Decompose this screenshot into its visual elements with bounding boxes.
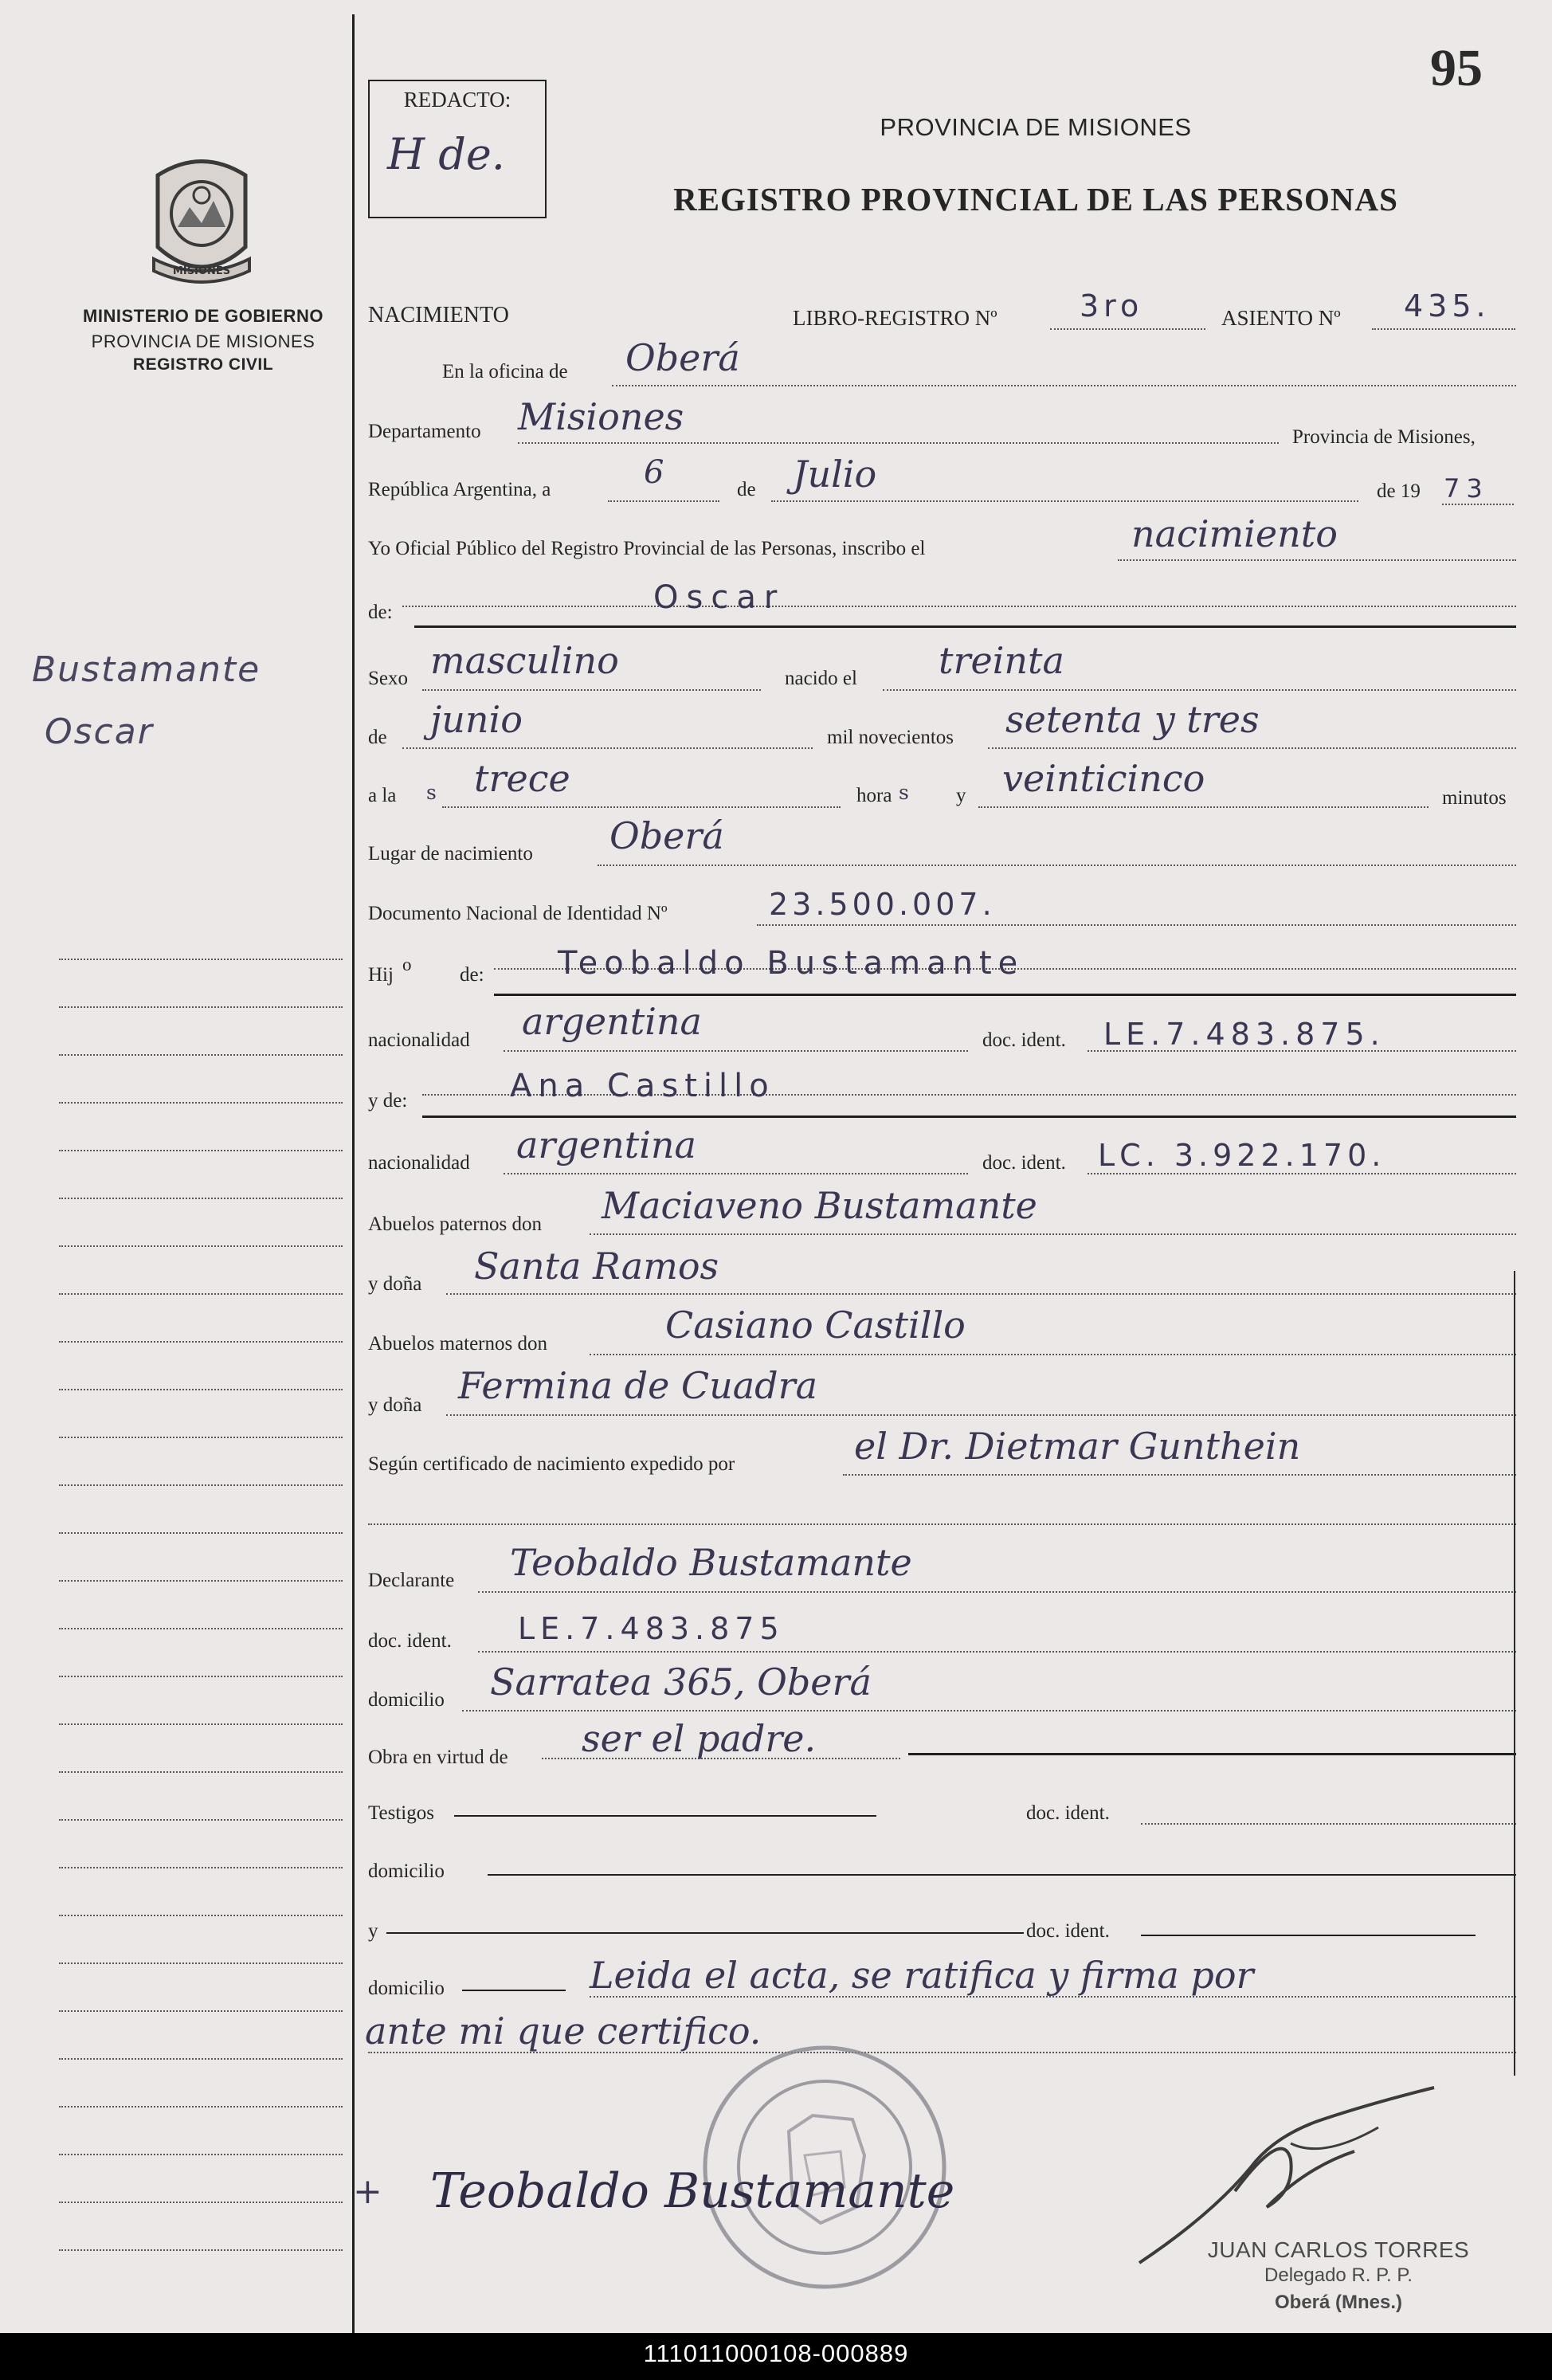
birth-month-label: de <box>368 727 387 748</box>
domicilio-2-label: domicilio <box>368 1860 445 1882</box>
margin-line <box>59 2202 343 2203</box>
nacionalidad-1-value: argentina <box>522 1000 702 1043</box>
year-label: de 19 <box>1377 480 1421 502</box>
doc-declarante-line <box>478 1651 1516 1653</box>
domicilio-label: domicilio <box>368 1689 445 1711</box>
closing-line-1: Leida el acta, se ratifica y firma por <box>590 1954 1254 1997</box>
doc-ident-2-value: LC. 3.922.170. <box>1098 1138 1386 1173</box>
libro-value: 3ro <box>1080 288 1144 323</box>
hijo-suffix: o <box>402 955 412 974</box>
nacionalidad-1-label: nacionalidad <box>368 1029 470 1051</box>
name-label: de: <box>368 602 393 623</box>
folio-number: 95 <box>1430 39 1483 97</box>
oficial-line <box>1118 559 1516 561</box>
day-line <box>608 500 719 502</box>
doc-ident-1-label: doc. ident. <box>982 1029 1066 1051</box>
abuelos-maternos-line <box>590 1354 1516 1355</box>
month-value: Julio <box>793 453 877 496</box>
coat-of-arms-icon <box>142 151 261 287</box>
dni-label: Documento Nacional de Identidad Nº <box>368 903 668 924</box>
testigos-label: Testigos <box>368 1802 434 1824</box>
margin-line <box>59 959 343 960</box>
margin-line <box>59 1006 343 1008</box>
y-dona-2-line <box>446 1414 1516 1416</box>
nacionalidad-1-line <box>504 1050 968 1052</box>
margin-line <box>59 1962 343 1964</box>
oficina-value: Oberá <box>625 336 740 379</box>
nacido-label: nacido el <box>785 668 857 689</box>
certificado-label: Según certificado de nacimiento expedido por <box>368 1453 735 1475</box>
lugar-line <box>598 865 1516 866</box>
nacionalidad-2-line <box>504 1173 968 1174</box>
margin-line <box>59 1054 343 1056</box>
y-2-line <box>386 1932 1024 1934</box>
lugar-label: Lugar de nacimiento <box>368 843 533 865</box>
asiento-value: 435. <box>1404 288 1491 323</box>
closing-dots-1 <box>590 1996 1516 1998</box>
margin-line <box>59 1389 343 1390</box>
right-margin-rule <box>1514 1271 1515 2076</box>
doc-declarante-value: LE.7.483.875 <box>518 1611 785 1646</box>
domicilio-value: Sarratea 365, Oberá <box>490 1661 872 1704</box>
hijo-label: Hij <box>368 964 394 986</box>
obra-rule <box>908 1753 1516 1755</box>
sexo-value: masculino <box>430 639 619 682</box>
margin-line <box>59 2106 343 2107</box>
ministry-name: MINISTERIO DE GOBIERNO <box>83 306 323 326</box>
name-line <box>402 606 1516 607</box>
lugar-value: Oberá <box>609 814 724 857</box>
official-name: JUAN CARLOS TORRES <box>1207 2237 1470 2262</box>
asiento-label: ASIENTO Nº <box>1221 306 1341 330</box>
redacto-box <box>368 80 547 218</box>
month-line <box>771 500 1358 502</box>
name-value: Oscar <box>653 579 786 616</box>
footer-id: 111011000108-000889 <box>643 2339 909 2367</box>
year-value: 73 <box>1444 473 1489 504</box>
name-rule <box>414 625 1516 628</box>
provincia-label: Provincia de Misiones, <box>1292 426 1476 448</box>
margin-line <box>59 1628 343 1629</box>
obra-label: Obra en virtud de <box>368 1747 508 1768</box>
y-dona-1-line <box>446 1293 1516 1295</box>
nacionalidad-2-label: nacionalidad <box>368 1152 470 1174</box>
oficial-value: nacimiento <box>1131 512 1338 555</box>
hour-value: trece <box>474 757 570 800</box>
departamento-line <box>518 442 1279 444</box>
asiento-line <box>1372 328 1515 330</box>
ala-suffix: s <box>426 781 437 804</box>
margin-line <box>59 1915 343 1916</box>
mother-value: Ana Castillo <box>510 1068 775 1104</box>
ministry-civil-registry: REGISTRO CIVIL <box>132 355 274 374</box>
certificado-line-2 <box>368 1523 1516 1525</box>
margin-line <box>59 1580 343 1582</box>
y-dona-2-value: Fermina de Cuadra <box>458 1364 818 1407</box>
nacido-line <box>883 689 1516 691</box>
margin-line <box>59 2154 343 2155</box>
departamento-value: Misiones <box>518 395 684 438</box>
official-city: Oberá (Mnes.) <box>1274 2292 1403 2313</box>
ministry-heading <box>48 306 359 374</box>
closing-line-2: ante mi que certifico. <box>365 2009 762 2053</box>
oficial-label: Yo Oficial Público del Registro Provincial de las Personas, inscribo el <box>368 538 926 559</box>
minutes-line <box>978 806 1429 808</box>
mil-value: setenta y tres <box>1005 698 1260 741</box>
libro-line <box>1050 328 1205 330</box>
horas-suffix: s <box>899 781 909 804</box>
certificado-value: el Dr. Dietmar Gunthein <box>854 1425 1301 1468</box>
doc-ident-testigo-1-label: doc. ident. <box>1026 1802 1110 1824</box>
y-dona-2-label: y doña <box>368 1394 422 1416</box>
margin-line <box>59 2249 343 2251</box>
margin-line <box>59 1819 343 1821</box>
abuelos-paternos-label: Abuelos paternos don <box>368 1214 543 1235</box>
margin-line <box>59 1341 343 1343</box>
minutos-label: minutos <box>1442 787 1507 809</box>
testigos-line <box>454 1815 876 1817</box>
redacto-label: REDACTO: <box>403 88 511 112</box>
margin-line <box>59 1150 343 1151</box>
abuelos-maternos-label: Abuelos maternos don <box>368 1333 547 1355</box>
birth-month-line <box>402 747 813 749</box>
hijo-de-label: de: <box>460 964 484 986</box>
margin-note-name: Oscar <box>45 712 154 752</box>
doc-ident-testigo-2-label: doc. ident. <box>1026 1920 1110 1942</box>
mil-line <box>988 747 1516 749</box>
domicilio-line <box>462 1710 1516 1711</box>
sexo-line <box>422 689 761 691</box>
dni-value: 23.500.007. <box>769 887 996 922</box>
margin-line <box>59 1293 343 1295</box>
margin-line <box>59 1198 343 1199</box>
margin-line <box>59 1102 343 1104</box>
obra-value: ser el padre. <box>582 1717 817 1760</box>
doc-ident-testigo-1-line <box>1141 1823 1516 1825</box>
margin-line <box>59 1723 343 1725</box>
margin-line <box>59 1437 343 1438</box>
certificado-line <box>843 1474 1516 1476</box>
doc-ident-testigo-2-line <box>1141 1935 1476 1936</box>
declarante-label: Declarante <box>368 1570 455 1591</box>
abuelos-paternos-value: Maciaveno Bustamante <box>602 1184 1037 1227</box>
margin-note-surname: Bustamante <box>32 649 261 690</box>
registry-title: REGISTRO PROVINCIAL DE LAS PERSONAS <box>673 181 1398 218</box>
margin-line <box>59 1245 343 1247</box>
y-dona-1-label: y doña <box>368 1273 422 1295</box>
margin-line <box>59 1676 343 1677</box>
minutes-value: veinticinco <box>1002 757 1205 800</box>
mother-rule <box>422 1116 1516 1118</box>
record-type-label: NACIMIENTO <box>368 303 509 327</box>
de-label: de <box>737 479 756 500</box>
domicilio-3-label: domicilio <box>368 1978 445 1999</box>
sexo-label: Sexo <box>368 668 408 689</box>
declarant-mark: + <box>353 2171 382 2212</box>
margin-line <box>59 2010 343 2012</box>
ministry-province: PROVINCIA DE MISIONES <box>91 331 315 351</box>
departamento-label: Departamento <box>368 421 481 442</box>
doc-ident-1-value: LE.7.483.875. <box>1103 1017 1385 1052</box>
republica-label: República Argentina, a <box>368 479 551 500</box>
domicilio-2-line <box>488 1874 1516 1876</box>
mother-label: y de: <box>368 1090 408 1112</box>
margin-line <box>59 1484 343 1486</box>
margin-line <box>59 2058 343 2060</box>
birth-month-value: junio <box>430 698 523 741</box>
declarant-signature: Teobaldo Bustamante <box>430 2163 955 2219</box>
nacionalidad-2-value: argentina <box>516 1123 696 1166</box>
doc-ident-2-line <box>1088 1173 1516 1174</box>
margin-line <box>59 1867 343 1868</box>
nacido-value: treinta <box>939 639 1064 682</box>
father-value: Teobaldo Bustamante <box>558 945 1025 982</box>
dni-line <box>757 924 1516 926</box>
y-2-label: y <box>368 1920 378 1942</box>
doc-declarante-label: doc. ident. <box>368 1630 452 1652</box>
horas-label: hora <box>856 785 892 806</box>
oficina-line <box>612 385 1516 386</box>
margin-line <box>59 1771 343 1773</box>
declarante-line <box>478 1591 1516 1593</box>
ala-label: a la <box>368 785 397 806</box>
y-dona-1-value: Santa Ramos <box>474 1245 719 1288</box>
abuelos-paternos-line <box>590 1233 1516 1235</box>
year-line <box>1442 504 1514 505</box>
domicilio-3-line <box>462 1990 566 1991</box>
abuelos-maternos-value: Casiano Castillo <box>665 1304 966 1347</box>
libro-label: LIBRO-REGISTRO Nº <box>793 306 997 330</box>
oficina-label: En la oficina de <box>442 361 568 382</box>
province-title: PROVINCIA DE MISIONES <box>880 113 1192 141</box>
hour-line <box>442 806 841 808</box>
official-stamp <box>1179 2237 1498 2314</box>
father-rule <box>494 994 1516 996</box>
y-label: y <box>956 785 966 806</box>
crest-text: MISIONES <box>172 265 231 277</box>
official-role: Delegado R. P. P. <box>1264 2264 1413 2286</box>
declarante-value: Teobaldo Bustamante <box>510 1541 912 1584</box>
mil-label: mil novecientos <box>827 727 954 748</box>
margin-line <box>59 1532 343 1534</box>
day-value: 6 <box>644 454 664 491</box>
doc-ident-2-label: doc. ident. <box>982 1152 1066 1174</box>
redacto-value: H de. <box>387 129 505 179</box>
